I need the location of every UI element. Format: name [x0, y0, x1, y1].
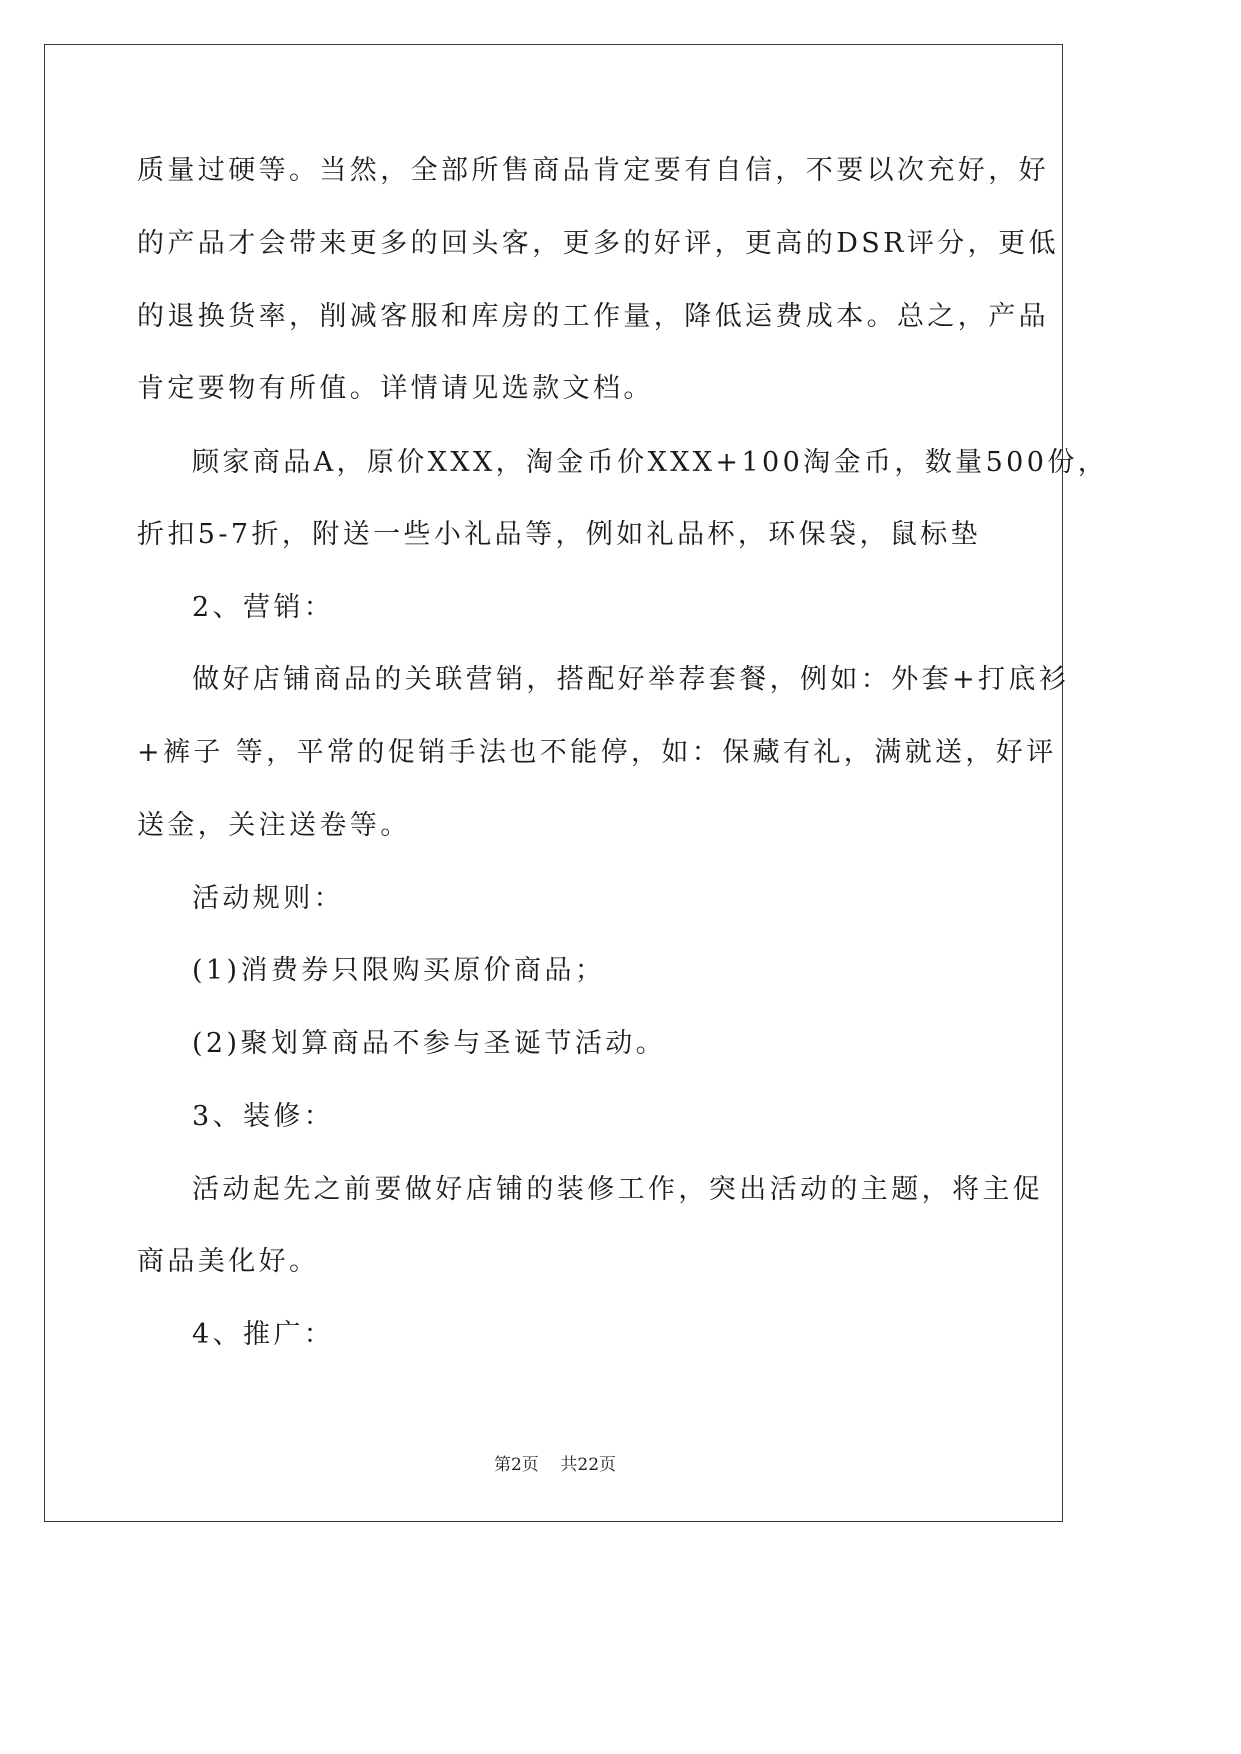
page-total: 共22页	[560, 1455, 617, 1475]
rules-heading: 活动规则：	[192, 883, 344, 914]
body-line-9: +裤子 等，平常的促销手法也不能停，如：保藏有礼，满就送，好评	[137, 737, 1057, 768]
body-line-16: 商品美化好。	[137, 1246, 320, 1277]
body-line-8: 做好店铺商品的关联营销，搭配好举荐套餐，例如：外套+打底衫	[192, 664, 1070, 695]
body-line-10: 送金，关注送卷等。	[137, 810, 411, 841]
body-line-2: 的产品才会带来更多的回头客，更多的好评，更高的DSR评分，更低	[137, 228, 1059, 259]
rule-item-1: (1)消费券只限购买原价商品；	[192, 955, 606, 986]
body-line-3: 的退换货率，削减客服和库房的工作量，降低运费成本。总之，产品	[137, 301, 1049, 332]
body-line-1: 质量过硬等。当然，全部所售商品肯定要有自信，不要以次充好，好	[137, 155, 1049, 186]
section-heading-decoration: 3、装修：	[192, 1101, 335, 1132]
body-line-4: 肯定要物有所值。详情请见选款文档。	[137, 373, 654, 404]
section-heading-promotion: 4、推广：	[192, 1319, 335, 1350]
page-number: 第2页	[493, 1455, 539, 1475]
body-line-6: 折扣5-7折，附送一些小礼品等，例如礼品杯，环保袋，鼠标垫	[137, 519, 982, 550]
body-line-15: 活动起先之前要做好店铺的装修工作，突出活动的主题，将主促	[192, 1174, 1044, 1205]
section-heading-marketing: 2、营销：	[192, 592, 335, 623]
page-border	[44, 44, 1063, 1522]
footer-gap	[539, 1455, 561, 1475]
body-line-5: 顾家商品A，原价XXX，淘金币价XXX+100淘金币，数量500份，	[192, 447, 1109, 478]
page-footer	[0, 1453, 1110, 1477]
rule-item-2: (2)聚划算商品不参与圣诞节活动。	[192, 1028, 667, 1059]
